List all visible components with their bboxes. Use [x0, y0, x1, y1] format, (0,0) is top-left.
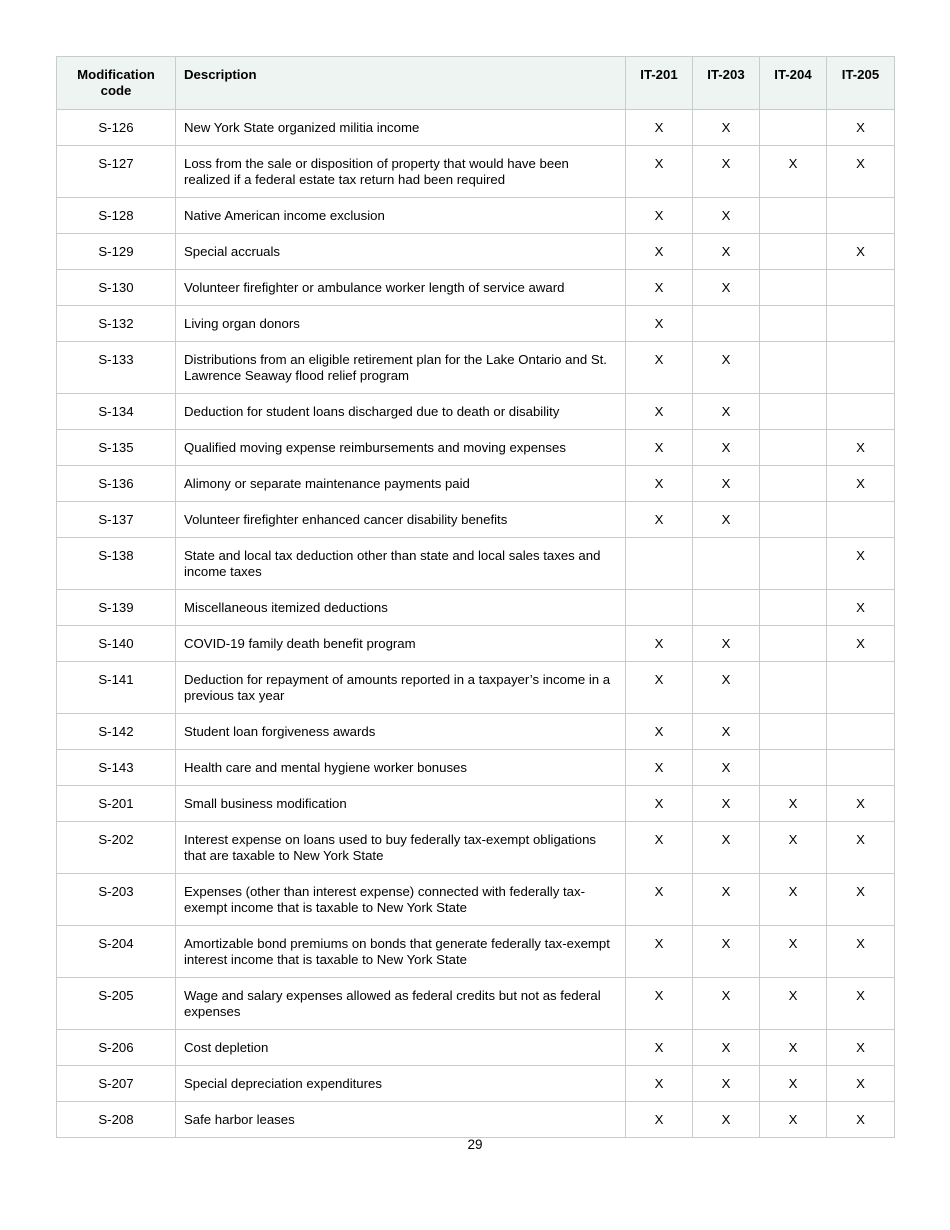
description-cell: Miscellaneous itemized deductions — [176, 590, 626, 626]
table-row — [57, 466, 895, 502]
description-cell: Special accruals — [176, 234, 626, 270]
it-201-cell: X — [626, 714, 693, 750]
it-203-cell — [693, 538, 760, 590]
it-201-cell — [626, 538, 693, 590]
modification-code-cell: S-201 — [57, 786, 176, 822]
it-203-cell: X — [693, 342, 760, 394]
description-cell: Volunteer firefighter or ambulance worker length of service award — [176, 270, 626, 306]
it-203-cell: X — [693, 198, 760, 234]
modification-code-cell: S-203 — [57, 874, 176, 926]
it-203-cell: X — [693, 750, 760, 786]
it-203-cell: X — [693, 662, 760, 714]
table-row — [57, 662, 895, 714]
table-row — [57, 1066, 895, 1102]
modification-code-cell: S-130 — [57, 270, 176, 306]
modification-code-cell: S-205 — [57, 978, 176, 1030]
modification-code-cell: S-126 — [57, 110, 176, 146]
it-205-cell: X — [827, 626, 895, 662]
it-203-cell: X — [693, 714, 760, 750]
description-cell: Distributions from an eligible retirement plan for the Lake Ontario and St. Lawrence Seaway flood relief program — [176, 342, 626, 394]
modification-code-cell: S-134 — [57, 394, 176, 430]
it-205-cell: X — [827, 822, 895, 874]
it-203-cell: X — [693, 626, 760, 662]
it-203-cell: X — [693, 502, 760, 538]
description-cell: Student loan forgiveness awards — [176, 714, 626, 750]
modification-code-cell: S-141 — [57, 662, 176, 714]
table-row — [57, 786, 895, 822]
table-row — [57, 626, 895, 662]
it-205-cell — [827, 714, 895, 750]
it-204-cell — [760, 502, 827, 538]
table-row — [57, 1030, 895, 1066]
it-201-cell: X — [626, 662, 693, 714]
it-201-cell: X — [626, 306, 693, 342]
it-201-cell: X — [626, 926, 693, 978]
it-203-cell: X — [693, 926, 760, 978]
description-cell: Living organ donors — [176, 306, 626, 342]
description-cell: Loss from the sale or disposition of property that would have been realized if a federal estate tax return had been required — [176, 146, 626, 198]
table-row — [57, 146, 895, 198]
description-cell: Native American income exclusion — [176, 198, 626, 234]
description-cell: New York State organized militia income — [176, 110, 626, 146]
table-row — [57, 234, 895, 270]
it-201-cell: X — [626, 786, 693, 822]
description-cell: Safe harbor leases — [176, 1102, 626, 1138]
it-203-cell — [693, 590, 760, 626]
header-it-204: IT-204 — [760, 57, 827, 110]
table-row — [57, 110, 895, 146]
table-row — [57, 270, 895, 306]
modification-code-cell: S-142 — [57, 714, 176, 750]
description-cell: Qualified moving expense reimbursements and moving expenses — [176, 430, 626, 466]
it-203-cell: X — [693, 822, 760, 874]
it-201-cell: X — [626, 1066, 693, 1102]
description-cell: Expenses (other than interest expense) connected with federally tax-exempt income that is taxable to New York State — [176, 874, 626, 926]
it-205-cell: X — [827, 1066, 895, 1102]
modification-code-cell: S-140 — [57, 626, 176, 662]
table-row — [57, 430, 895, 466]
it-204-cell — [760, 662, 827, 714]
modification-code-cell: S-143 — [57, 750, 176, 786]
it-201-cell: X — [626, 1102, 693, 1138]
it-205-cell — [827, 342, 895, 394]
modification-code-cell: S-129 — [57, 234, 176, 270]
it-205-cell: X — [827, 786, 895, 822]
it-204-cell — [760, 342, 827, 394]
it-204-cell — [760, 234, 827, 270]
it-204-cell — [760, 430, 827, 466]
modification-code-cell: S-127 — [57, 146, 176, 198]
header-it-201: IT-201 — [626, 57, 693, 110]
header-it-203: IT-203 — [693, 57, 760, 110]
it-204-cell: X — [760, 1030, 827, 1066]
it-205-cell — [827, 198, 895, 234]
table-row — [57, 502, 895, 538]
table-header-row — [57, 57, 895, 110]
it-204-cell — [760, 538, 827, 590]
it-204-cell — [760, 626, 827, 662]
it-205-cell: X — [827, 466, 895, 502]
it-204-cell: X — [760, 1102, 827, 1138]
it-204-cell — [760, 466, 827, 502]
table-row — [57, 926, 895, 978]
modification-code-cell: S-128 — [57, 198, 176, 234]
it-204-cell: X — [760, 1066, 827, 1102]
it-201-cell: X — [626, 1030, 693, 1066]
it-204-cell: X — [760, 926, 827, 978]
it-203-cell: X — [693, 978, 760, 1030]
it-203-cell: X — [693, 394, 760, 430]
table-row — [57, 822, 895, 874]
it-203-cell: X — [693, 1066, 760, 1102]
it-203-cell: X — [693, 270, 760, 306]
table-row — [57, 978, 895, 1030]
table-row — [57, 198, 895, 234]
it-204-cell — [760, 306, 827, 342]
modification-code-cell: S-208 — [57, 1102, 176, 1138]
header-modification-code: Modification code — [57, 57, 176, 110]
it-205-cell: X — [827, 978, 895, 1030]
description-cell: Volunteer firefighter enhanced cancer disability benefits — [176, 502, 626, 538]
it-204-cell — [760, 394, 827, 430]
header-it-205: IT-205 — [827, 57, 895, 110]
description-cell: Interest expense on loans used to buy federally tax-exempt obligations that are taxable to New York State — [176, 822, 626, 874]
description-cell: Deduction for repayment of amounts reported in a taxpayer’s income in a previous tax year — [176, 662, 626, 714]
it-204-cell — [760, 270, 827, 306]
modification-code-cell: S-207 — [57, 1066, 176, 1102]
modification-code-cell: S-202 — [57, 822, 176, 874]
it-205-cell: X — [827, 234, 895, 270]
it-205-cell — [827, 394, 895, 430]
description-cell: Small business modification — [176, 786, 626, 822]
it-204-cell — [760, 750, 827, 786]
it-204-cell: X — [760, 822, 827, 874]
it-205-cell: X — [827, 874, 895, 926]
it-205-cell: X — [827, 1102, 895, 1138]
it-205-cell: X — [827, 926, 895, 978]
table-row — [57, 714, 895, 750]
it-203-cell: X — [693, 786, 760, 822]
it-203-cell: X — [693, 234, 760, 270]
modification-code-cell: S-132 — [57, 306, 176, 342]
it-205-cell: X — [827, 110, 895, 146]
modification-code-cell: S-135 — [57, 430, 176, 466]
it-203-cell: X — [693, 1102, 760, 1138]
description-cell: Special depreciation expenditures — [176, 1066, 626, 1102]
table-body — [57, 110, 895, 1138]
modification-code-cell: S-139 — [57, 590, 176, 626]
it-201-cell: X — [626, 234, 693, 270]
page-number: 29 — [467, 1137, 483, 1152]
modification-code-cell: S-133 — [57, 342, 176, 394]
description-cell: Amortizable bond premiums on bonds that generate federally tax-exempt interest income that is taxable to New York State — [176, 926, 626, 978]
it-203-cell: X — [693, 110, 760, 146]
it-204-cell — [760, 110, 827, 146]
it-201-cell — [626, 590, 693, 626]
it-205-cell: X — [827, 590, 895, 626]
description-cell: COVID-19 family death benefit program — [176, 626, 626, 662]
table-row — [57, 1102, 895, 1138]
table-row — [57, 538, 895, 590]
modification-code-cell: S-138 — [57, 538, 176, 590]
it-201-cell: X — [626, 874, 693, 926]
it-201-cell: X — [626, 342, 693, 394]
it-205-cell: X — [827, 146, 895, 198]
it-201-cell: X — [626, 270, 693, 306]
it-203-cell: X — [693, 1030, 760, 1066]
it-205-cell — [827, 502, 895, 538]
it-201-cell: X — [626, 146, 693, 198]
it-201-cell: X — [626, 198, 693, 234]
it-203-cell — [693, 306, 760, 342]
table-row — [57, 874, 895, 926]
description-cell: Alimony or separate maintenance payments paid — [176, 466, 626, 502]
it-205-cell: X — [827, 538, 895, 590]
modification-table — [56, 56, 895, 1138]
it-201-cell: X — [626, 502, 693, 538]
it-201-cell: X — [626, 466, 693, 502]
it-205-cell — [827, 306, 895, 342]
it-205-cell: X — [827, 430, 895, 466]
modification-code-cell: S-137 — [57, 502, 176, 538]
table-row — [57, 342, 895, 394]
it-201-cell: X — [626, 394, 693, 430]
it-205-cell — [827, 662, 895, 714]
modification-code-cell: S-206 — [57, 1030, 176, 1066]
it-201-cell: X — [626, 978, 693, 1030]
it-204-cell: X — [760, 146, 827, 198]
description-cell: Deduction for student loans discharged due to death or disability — [176, 394, 626, 430]
it-203-cell: X — [693, 146, 760, 198]
it-204-cell: X — [760, 786, 827, 822]
it-201-cell: X — [626, 822, 693, 874]
description-cell: Cost depletion — [176, 1030, 626, 1066]
header-description: Description — [176, 57, 626, 110]
it-201-cell: X — [626, 626, 693, 662]
description-cell: Health care and mental hygiene worker bonuses — [176, 750, 626, 786]
table-row — [57, 750, 895, 786]
it-204-cell — [760, 714, 827, 750]
it-205-cell — [827, 270, 895, 306]
it-203-cell: X — [693, 466, 760, 502]
description-cell: Wage and salary expenses allowed as federal credits but not as federal expenses — [176, 978, 626, 1030]
modification-code-cell: S-136 — [57, 466, 176, 502]
it-205-cell — [827, 750, 895, 786]
it-204-cell — [760, 198, 827, 234]
modification-code-cell: S-204 — [57, 926, 176, 978]
it-204-cell: X — [760, 874, 827, 926]
it-204-cell: X — [760, 978, 827, 1030]
table-row — [57, 394, 895, 430]
table-row — [57, 590, 895, 626]
it-201-cell: X — [626, 430, 693, 466]
it-201-cell: X — [626, 110, 693, 146]
it-203-cell: X — [693, 430, 760, 466]
it-204-cell — [760, 590, 827, 626]
it-203-cell: X — [693, 874, 760, 926]
description-cell: State and local tax deduction other than state and local sales taxes and income taxes — [176, 538, 626, 590]
it-205-cell: X — [827, 1030, 895, 1066]
table-row — [57, 306, 895, 342]
it-201-cell: X — [626, 750, 693, 786]
